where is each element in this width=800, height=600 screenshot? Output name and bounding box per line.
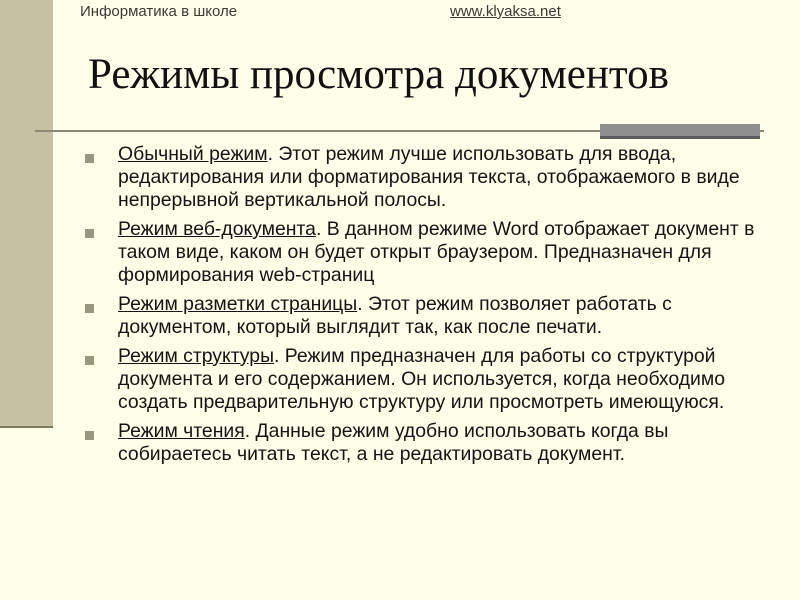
header-school-label: Информатика в школе: [80, 3, 238, 20]
term-description: . Данные режим удобно использовать когда вы собираетесь читать текст, а не редактировать документ.: [118, 420, 669, 465]
term-description: . В данном режиме Word отображает документ в таком виде, каком он будет открыт браузером. Предназначен для формирования web-страниц: [118, 218, 755, 286]
bullet-list: [85, 143, 785, 472]
list-item-text: [118, 345, 785, 414]
title-divider-block: [600, 124, 760, 139]
square-bullet-icon: [85, 356, 94, 365]
list-item-text: [118, 293, 785, 339]
term-link[interactable]: Режим структуры: [118, 345, 275, 367]
term-link[interactable]: Режим разметки страницы: [118, 293, 358, 315]
square-bullet-icon: [85, 154, 94, 163]
list-item-text: [118, 143, 785, 212]
term-link[interactable]: Режим чтения: [118, 420, 245, 442]
square-bullet-icon: [85, 431, 94, 440]
list-item-text: [118, 420, 785, 466]
header-url-link[interactable]: www.klyaksa.net: [450, 3, 561, 20]
list-item: [85, 218, 785, 287]
list-item: [85, 143, 785, 212]
term-description: . Этот режим лучше использовать для ввода, редактирования или форматирования текста, отображаемого в виде непрерывной вертикальной полосы.: [118, 143, 740, 211]
list-item: [85, 293, 785, 339]
square-bullet-icon: [85, 304, 94, 313]
term-description: . Режим предназначен для работы со структурой документа и его содержанием. Он используется, когда необходимо создать предварительную структуру или просмотреть имеющуюся.: [118, 345, 726, 413]
list-item: [85, 345, 785, 414]
term-link[interactable]: Режим веб-документа: [118, 218, 316, 240]
list-item: [85, 420, 785, 466]
term-link[interactable]: Обычный режим: [118, 143, 268, 165]
square-bullet-icon: [85, 229, 94, 238]
list-item-text: [118, 218, 785, 287]
term-description: . Этот режим позволяет работать с документом, который выглядит так, как после печати.: [118, 293, 672, 338]
slide-title: Режимы просмотра документов: [88, 51, 669, 98]
left-decor-band: [0, 0, 53, 428]
